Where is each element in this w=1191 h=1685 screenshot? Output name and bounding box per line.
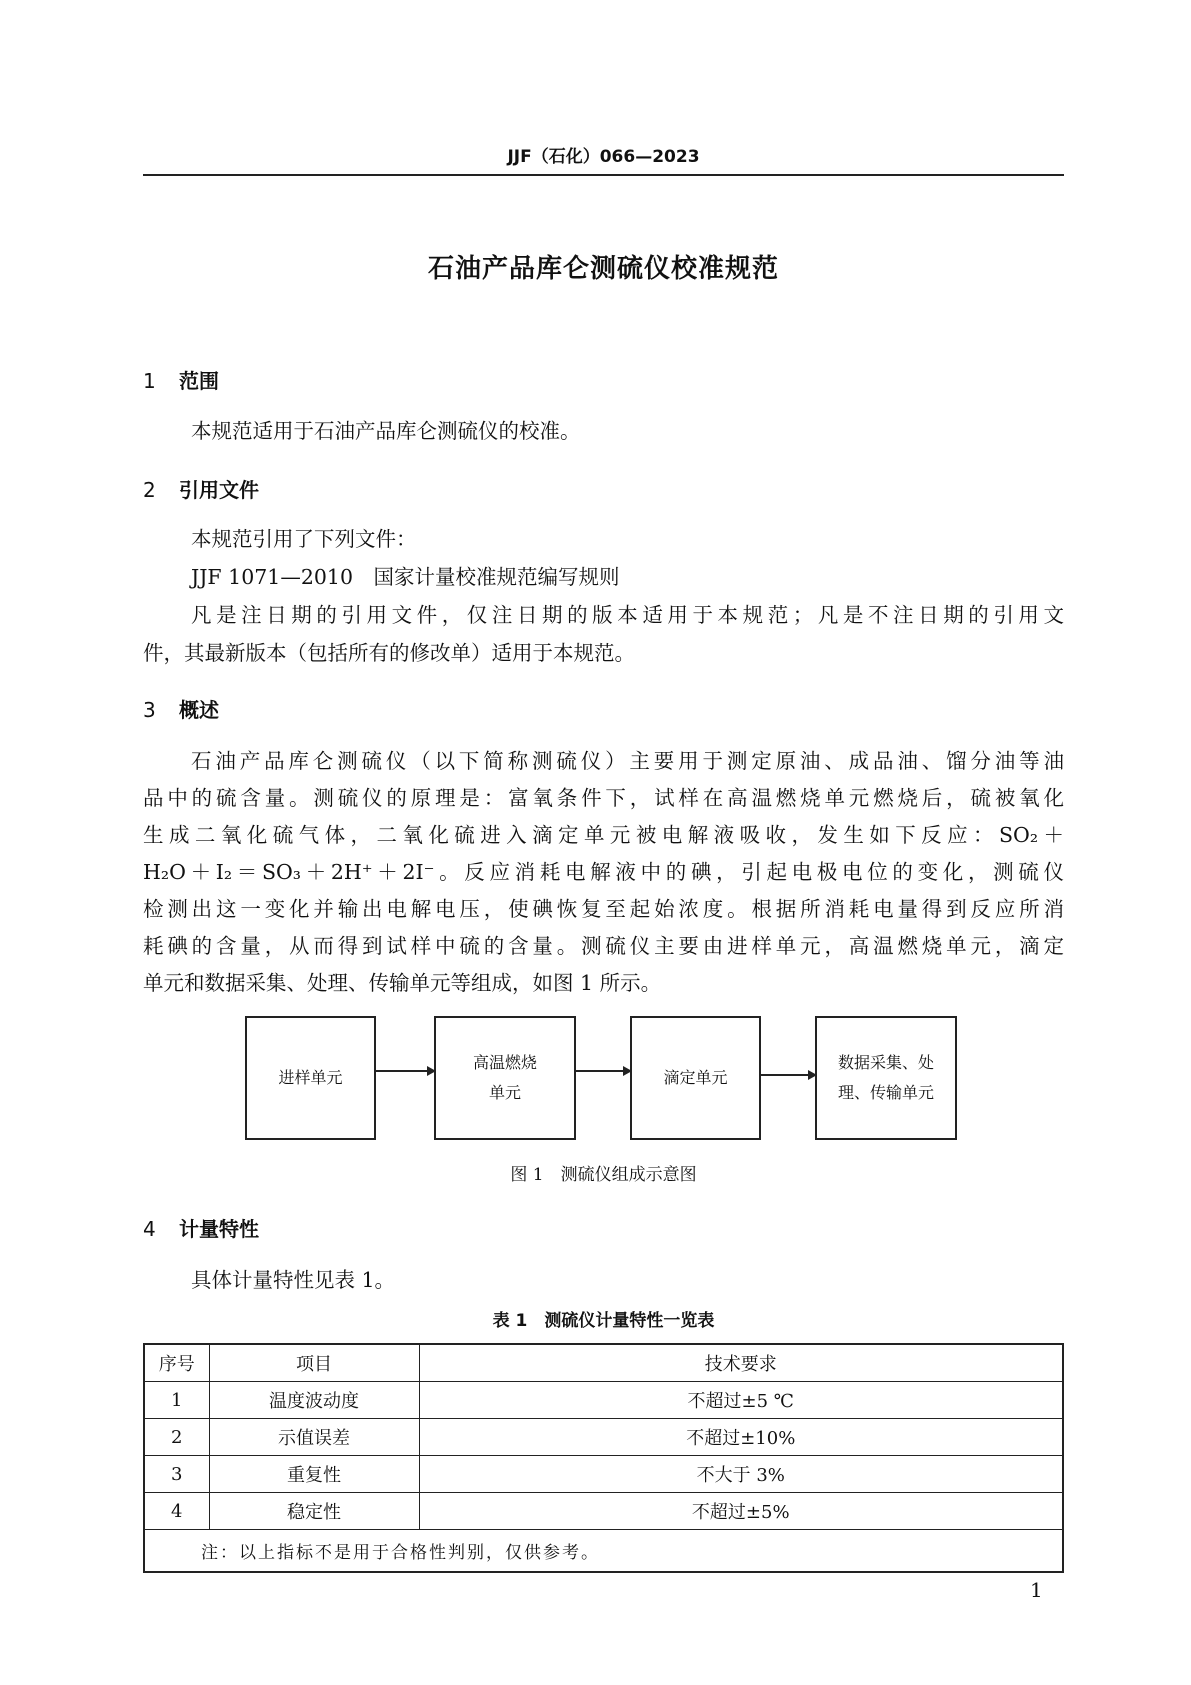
header-cell: 技术要求 bbox=[419, 1344, 1063, 1382]
paragraph-line: 具体计量特性见表 1。 bbox=[191, 1268, 396, 1292]
cell: 示值误差 bbox=[209, 1419, 419, 1456]
section-heading-metrology bbox=[143, 1213, 259, 1242]
cell: 不大于 3% bbox=[419, 1456, 1063, 1493]
section-title: 计量特性 bbox=[179, 1217, 259, 1241]
diagram-box-titration bbox=[630, 1016, 761, 1140]
document-title: 石油产品库仑测硫仪校准规范 bbox=[427, 254, 779, 284]
arrow-icon bbox=[376, 1070, 434, 1072]
paragraph-line: 检测出这一变化并输出电解电压，使碘恢复至起始浓度。根据所消耗电量得到反应所消 bbox=[143, 897, 1064, 921]
box-label: 数据采集、处 bbox=[837, 1053, 934, 1072]
table-note: 注：以上指标不是用于合格性判别，仅供参考。 bbox=[144, 1530, 1063, 1573]
table-row bbox=[144, 1456, 1063, 1493]
table-note-row bbox=[144, 1530, 1063, 1573]
section-title: 范围 bbox=[179, 369, 219, 393]
section-heading-references bbox=[143, 474, 259, 503]
section-title: 引用文件 bbox=[179, 478, 259, 502]
box-label: 高温燃烧 bbox=[472, 1053, 537, 1072]
arrow-icon bbox=[576, 1070, 630, 1072]
diagram-box-data-processing bbox=[815, 1016, 957, 1140]
document-code-header: JJF（石化）066—2023 bbox=[507, 147, 700, 167]
cell: 不超过±5% bbox=[419, 1493, 1063, 1530]
paragraph-line: 本规范引用了下列文件： bbox=[191, 527, 417, 551]
paragraph-line: 品中的硫含量。测硫仪的原理是：富氧条件下，试样在高温燃烧单元燃烧后，硫被氧化 bbox=[143, 786, 1064, 810]
paragraph-line: 耗碘的含量，从而得到试样中硫的含量。测硫仪主要由进样单元，高温燃烧单元，滴定 bbox=[143, 934, 1064, 958]
box-label: 进样单元 bbox=[278, 1068, 343, 1087]
header-cell: 序号 bbox=[144, 1344, 209, 1382]
table-header-row bbox=[144, 1344, 1063, 1382]
arrow-icon bbox=[761, 1074, 815, 1076]
header-cell: 项目 bbox=[209, 1344, 419, 1382]
paragraph-line: H₂O＋I₂＝SO₃＋2H⁺＋2I⁻。反应消耗电解液中的碘，引起电极电位的变化，测硫仪 bbox=[143, 860, 1064, 884]
section-number: 2 bbox=[143, 478, 156, 502]
section-number: 4 bbox=[143, 1217, 156, 1241]
section-heading-scope bbox=[143, 365, 219, 394]
cell: 温度波动度 bbox=[209, 1382, 419, 1419]
page-number: 1 bbox=[1030, 1578, 1043, 1602]
cell: 3 bbox=[144, 1456, 209, 1493]
metrology-table bbox=[143, 1343, 1064, 1573]
table-row bbox=[144, 1419, 1063, 1456]
cell: 1 bbox=[144, 1382, 209, 1419]
diagram-box-sample-injection bbox=[245, 1016, 376, 1140]
diagram-box-combustion bbox=[434, 1016, 576, 1140]
paragraph-line: 凡是注日期的引用文件，仅注日期的版本适用于本规范；凡是不注日期的引用文 bbox=[191, 603, 1064, 627]
paragraph-line: 石油产品库仑测硫仪（以下简称测硫仪）主要用于测定原油、成品油、馏分油等油 bbox=[191, 749, 1064, 773]
reference-item: JJF 1071—2010 国家计量校准规范编写规则 bbox=[191, 565, 620, 589]
figure-caption: 图 1 测硫仪组成示意图 bbox=[510, 1165, 697, 1185]
table-row bbox=[144, 1493, 1063, 1530]
box-label: 滴定单元 bbox=[663, 1068, 728, 1087]
section-heading-overview bbox=[143, 694, 219, 723]
header-rule bbox=[143, 174, 1064, 176]
paragraph-line: 生成二氧化硫气体，二氧化硫进入滴定单元被电解液吸收，发生如下反应：SO₂＋ bbox=[143, 823, 1064, 847]
cell: 2 bbox=[144, 1419, 209, 1456]
cell: 不超过±10% bbox=[419, 1419, 1063, 1456]
section-title: 概述 bbox=[179, 698, 219, 722]
cell: 稳定性 bbox=[209, 1493, 419, 1530]
paragraph-line: 单元和数据采集、处理、传输单元等组成，如图 1 所示。 bbox=[143, 971, 662, 995]
paragraph-line: 件，其最新版本（包括所有的修改单）适用于本规范。 bbox=[143, 641, 635, 665]
section-number: 3 bbox=[143, 698, 156, 722]
cell: 4 bbox=[144, 1493, 209, 1530]
box-label: 理、传输单元 bbox=[837, 1083, 934, 1102]
table-title: 表 1 测硫仪计量特性一览表 bbox=[492, 1311, 715, 1331]
paragraph-line: 本规范适用于石油产品库仑测硫仪的校准。 bbox=[191, 419, 581, 443]
section-number: 1 bbox=[143, 369, 156, 393]
table-row bbox=[144, 1382, 1063, 1419]
box-label: 单元 bbox=[488, 1083, 521, 1102]
cell: 重复性 bbox=[209, 1456, 419, 1493]
cell: 不超过±5 ℃ bbox=[419, 1382, 1063, 1419]
